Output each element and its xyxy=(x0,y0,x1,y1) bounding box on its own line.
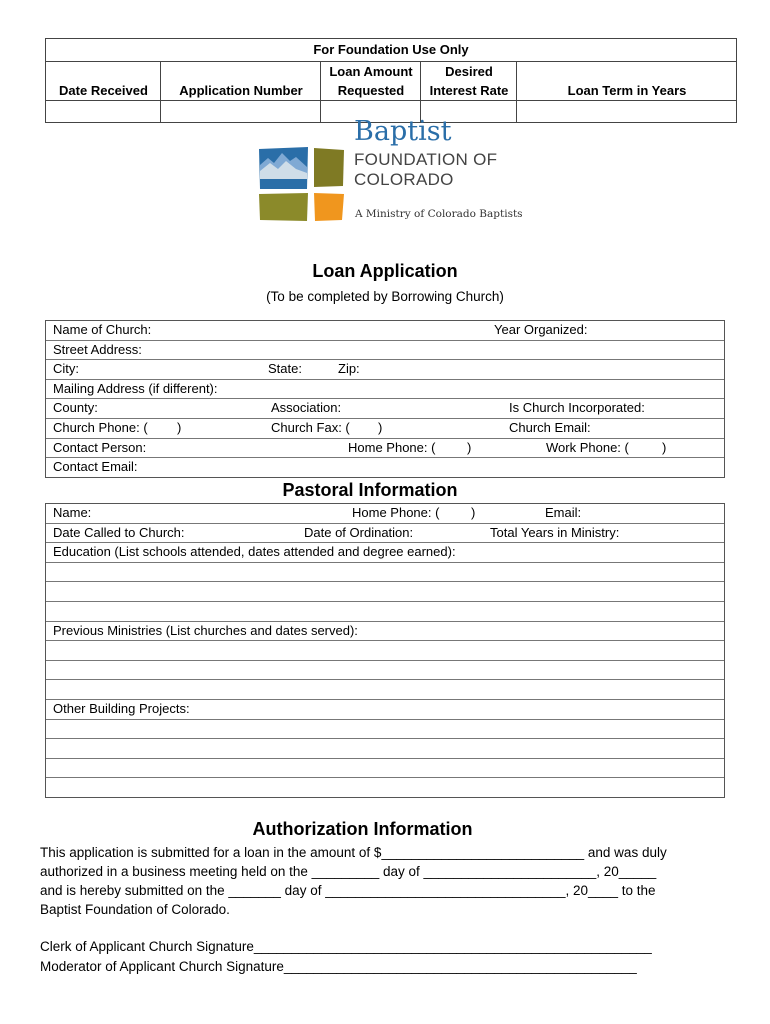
logo-colorado: COLORADO xyxy=(354,170,454,189)
mailing-address-label: Mailing Address (if different): xyxy=(53,380,218,396)
home-phone-close: ) xyxy=(467,439,472,455)
date-received-field[interactable] xyxy=(46,101,161,123)
foundation-use-table xyxy=(45,38,737,123)
col-interest-rate: Interest Rate xyxy=(429,83,509,98)
authorization-line: Baptist Foundation of Colorado. xyxy=(40,902,230,917)
col-application-number: Application Number xyxy=(179,83,303,98)
foundation-logo xyxy=(256,145,346,223)
pastor-home-phone-label: Home Phone: ( xyxy=(352,505,440,520)
pastor-home-phone-close: ) xyxy=(471,505,476,520)
projects-line[interactable] xyxy=(46,778,724,798)
col-loan-term: Loan Term in Years xyxy=(567,83,687,98)
church-phone-close: ) xyxy=(177,420,182,435)
incorporated-label: Is Church Incorporated: xyxy=(509,400,645,416)
foundation-use-title: For Foundation Use Only xyxy=(313,42,469,57)
pastor-name-label: Name: xyxy=(53,505,92,520)
church-name-label: Name of Church: xyxy=(53,322,152,337)
county-label: County: xyxy=(53,400,98,416)
ministries-line[interactable] xyxy=(46,661,724,681)
church-fax-label: Church Fax: ( xyxy=(271,420,350,435)
church-info-box xyxy=(45,320,725,478)
church-row[interactable] xyxy=(46,321,724,341)
contact-person-label: Contact Person: xyxy=(53,439,147,455)
logo-orange-block xyxy=(314,193,344,221)
year-organized-label: Year Organized: xyxy=(494,322,588,337)
page-title: Loan Application xyxy=(312,261,458,281)
pastoral-row[interactable] xyxy=(46,524,724,544)
pastor-email-label: Email: xyxy=(545,505,582,520)
pastoral-heading: Pastoral Information xyxy=(282,480,458,500)
ministries-line[interactable] xyxy=(46,680,724,700)
projects-line[interactable] xyxy=(46,759,724,779)
logo-foundation-of: FOUNDATION OF xyxy=(354,150,498,169)
work-phone-label: Work Phone: ( xyxy=(546,439,629,455)
education-line[interactable] xyxy=(46,602,724,622)
work-phone-close: ) xyxy=(662,439,667,455)
zip-label: Zip: xyxy=(338,361,360,377)
page-subtitle: (To be completed by Borrowing Church) xyxy=(266,289,504,304)
projects-line[interactable] xyxy=(46,739,724,759)
state-label: State: xyxy=(268,361,302,377)
church-row[interactable] xyxy=(46,341,724,361)
col-date-received: Date Received xyxy=(59,83,148,98)
ordination-label: Date of Ordination: xyxy=(304,524,414,540)
projects-line[interactable] xyxy=(46,720,724,740)
moderator-signature-line[interactable]: Moderator of Applicant Church Signature_______________________________________________ xyxy=(40,959,637,974)
church-email-label: Church Email: xyxy=(509,420,591,435)
city-label: City: xyxy=(53,361,79,377)
church-row[interactable] xyxy=(46,360,724,380)
ministries-line[interactable] xyxy=(46,641,724,661)
loan-term-field[interactable] xyxy=(517,101,737,123)
previous-ministries-label: Previous Ministries (List churches and dates served): xyxy=(53,622,358,638)
home-phone-label: Home Phone: ( xyxy=(348,439,436,455)
church-phone-label: Church Phone: ( xyxy=(53,420,148,435)
logo-olive-block xyxy=(259,193,308,221)
col-requested: Requested xyxy=(337,83,405,98)
pastoral-row[interactable] xyxy=(46,622,724,642)
authorization-line: and is hereby submitted on the _______ day of ________________________________, 20____ to the xyxy=(40,883,656,898)
clerk-signature-line[interactable]: Clerk of Applicant Church Signature_____________________________________________________ xyxy=(40,939,652,954)
pastoral-row[interactable] xyxy=(46,504,724,524)
logo-mark-icon xyxy=(256,145,346,223)
col-loan-amount: Loan Amount xyxy=(329,64,413,79)
education-line[interactable] xyxy=(46,582,724,602)
date-called-label: Date Called to Church: xyxy=(53,524,185,540)
church-row[interactable] xyxy=(46,439,724,459)
church-row[interactable] xyxy=(46,419,724,439)
church-row[interactable] xyxy=(46,380,724,400)
street-address-label: Street Address: xyxy=(53,341,142,357)
church-fax-close: ) xyxy=(378,420,383,435)
pastoral-row[interactable] xyxy=(46,700,724,720)
authorization-line: This application is submitted for a loan in the amount of $___________________________ and was duly xyxy=(40,845,667,860)
years-ministry-label: Total Years in Ministry: xyxy=(490,524,620,540)
association-label: Association: xyxy=(271,400,342,416)
building-projects-label: Other Building Projects: xyxy=(53,701,190,716)
church-row[interactable] xyxy=(46,458,724,478)
authorization-heading: Authorization Information xyxy=(252,819,473,839)
logo-baptist: Baptist xyxy=(354,116,452,147)
pastoral-info-box xyxy=(45,503,725,798)
application-number-field[interactable] xyxy=(161,101,321,123)
contact-email-label: Contact Email: xyxy=(53,459,138,475)
col-desired: Desired xyxy=(445,64,493,79)
logo-tagline: A Ministry of Colorado Baptists xyxy=(355,208,523,220)
church-row[interactable] xyxy=(46,399,724,419)
education-label: Education (List schools attended, dates attended and degree earned): xyxy=(53,544,456,560)
logo-olive-top-block xyxy=(314,148,344,187)
authorization-line: authorized in a business meeting held on the _________ day of _______________________, 20_____ xyxy=(40,864,657,879)
education-line[interactable] xyxy=(46,563,724,583)
pastoral-row[interactable] xyxy=(46,543,724,563)
